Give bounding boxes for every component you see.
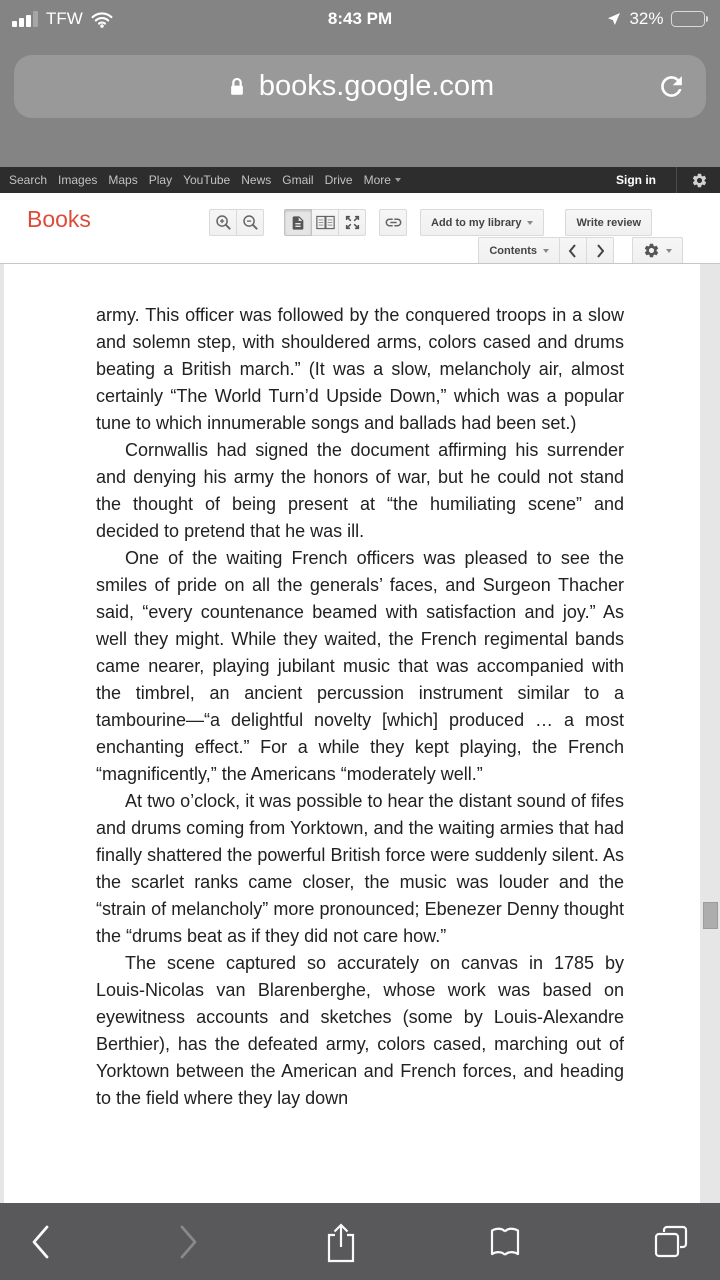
write-review-button[interactable]: Write review [565,209,652,236]
google-nav-bar [0,167,720,193]
sign-in-link[interactable]: Sign in [616,173,656,187]
book-paragraph: army. This officer was followed by the conquered troops in a slow and solemn step, with shouldered arms, colors cased and drums beating a British march.” (It was a slow, melancholy air, almost certainly “The World Turn’d Upside Down,” which was a popular tune to which innumerable songs and ballads had been set.) [96,305,624,433]
book-page [0,263,720,1220]
battery-percent-label: 32% [629,9,664,28]
chevron-right-icon [593,243,607,259]
reload-button[interactable] [656,71,687,105]
reader-settings-button[interactable] [632,237,683,264]
two-page-view-button[interactable] [311,209,339,236]
nav-item-youtube[interactable]: YouTube [183,173,231,187]
safari-top-chrome [0,0,720,167]
add-to-library-button[interactable]: Add to my library [420,209,544,236]
previous-page-button[interactable] [559,237,587,264]
bookmarks-icon [484,1225,526,1259]
nav-item-play[interactable]: Play [148,173,173,187]
safari-bottom-toolbar [0,1203,720,1280]
battery-icon [671,11,709,27]
next-page-button[interactable] [586,237,614,264]
cellular-signal-icon [12,11,38,27]
chevron-down-icon [527,221,533,225]
books-logo[interactable]: Books [27,206,91,232]
back-button[interactable] [30,1224,51,1260]
location-arrow-icon [606,11,622,27]
gear-icon [691,172,708,189]
nav-item-gmail[interactable]: Gmail [282,173,314,187]
link-icon [384,213,403,232]
share-icon [325,1221,357,1263]
book-paragraph: At two o’clock, it was possible to hear the distant sound of fifes and drums coming from Yorktown, and the waiting armies that had finally shattered the powerful British force were suddenly silent. As the scarlet ranks came closer, the music was louder and the “strain of melancholy” more pronounced; Ebenezer Denny thought the “drums beat as if they did not care how.” [96,791,624,946]
nav-item-maps[interactable]: Maps [108,173,138,187]
nav-item-more[interactable]: More [364,173,401,187]
two-page-icon [316,215,335,230]
link-button[interactable] [379,209,407,236]
book-paragraph: Cornwallis had signed the document affirming his surrender and denying his army the honors of war, but he could not stand the thought of being present at “the humiliating scene” and decided to pretend that he was ill. [96,440,624,541]
contents-button[interactable]: Contents [478,237,560,264]
back-icon [30,1224,51,1260]
page-left-gutter [0,264,4,1220]
nav-item-news[interactable]: News [241,173,272,187]
address-bar[interactable] [14,55,706,118]
single-page-icon [290,215,306,231]
forward-button[interactable] [178,1224,199,1260]
share-button[interactable] [325,1221,357,1263]
chevron-down-icon [543,249,549,253]
fullscreen-icon [344,214,361,231]
gear-icon [643,242,660,259]
chevron-down-icon [395,178,401,182]
forward-icon [178,1224,199,1260]
status-bar [0,0,720,38]
wifi-icon [91,11,113,28]
zoom-in-button[interactable] [209,209,237,236]
carrier-label: TFW [46,9,83,28]
nav-divider [676,167,677,193]
zoom-out-button[interactable] [236,209,264,236]
scrollbar-thumb[interactable] [703,902,718,929]
fullscreen-button[interactable] [338,209,366,236]
nav-settings-button[interactable] [688,172,711,189]
chevron-left-icon [566,243,580,259]
lock-icon [226,75,248,99]
zoom-in-icon [214,213,233,232]
book-paragraph: One of the waiting French officers was pleased to see the smiles of pride on all the generals’ faces, and Surgeon Thacher said, “every countenance beamed with satisfaction and joy.” As well they might. While they waited, the French regimental bands came nearer, playing jubilant music that was accompanied with the timbrel, an ancient percussion instrument similar to a tambourine—“a delightful novelty [which] produced … a most enchanting effect.” For a while they kept playing, the French “magnificently,” the Americans “moderately well.” [96,548,624,784]
book-text [0,264,720,1112]
reload-icon [656,71,687,102]
books-toolbar [0,193,720,263]
nav-item-search[interactable]: Search [9,173,48,187]
nav-item-drive[interactable]: Drive [324,173,353,187]
scrollbar-track[interactable] [700,264,720,1220]
url-text: books.google.com [258,70,495,102]
zoom-out-icon [241,213,260,232]
nav-item-images[interactable]: Images [58,173,98,187]
chevron-down-icon [666,249,672,253]
tabs-icon [652,1224,690,1260]
tabs-button[interactable] [652,1224,690,1260]
clock: 8:43 PM [327,9,393,28]
bookmarks-button[interactable] [484,1225,526,1259]
book-paragraph: The scene captured so accurately on canvas in 1785 by Louis-Nicolas van Blarenberghe, whose work was based on eyewitness accounts and sketches (some by Louis-Alexandre Berthier), has the defeated army, colors cased, marching out of Yorktown between the American and French forces, and heading to the field where they lay down [96,953,624,1108]
single-page-view-button[interactable] [284,209,312,236]
